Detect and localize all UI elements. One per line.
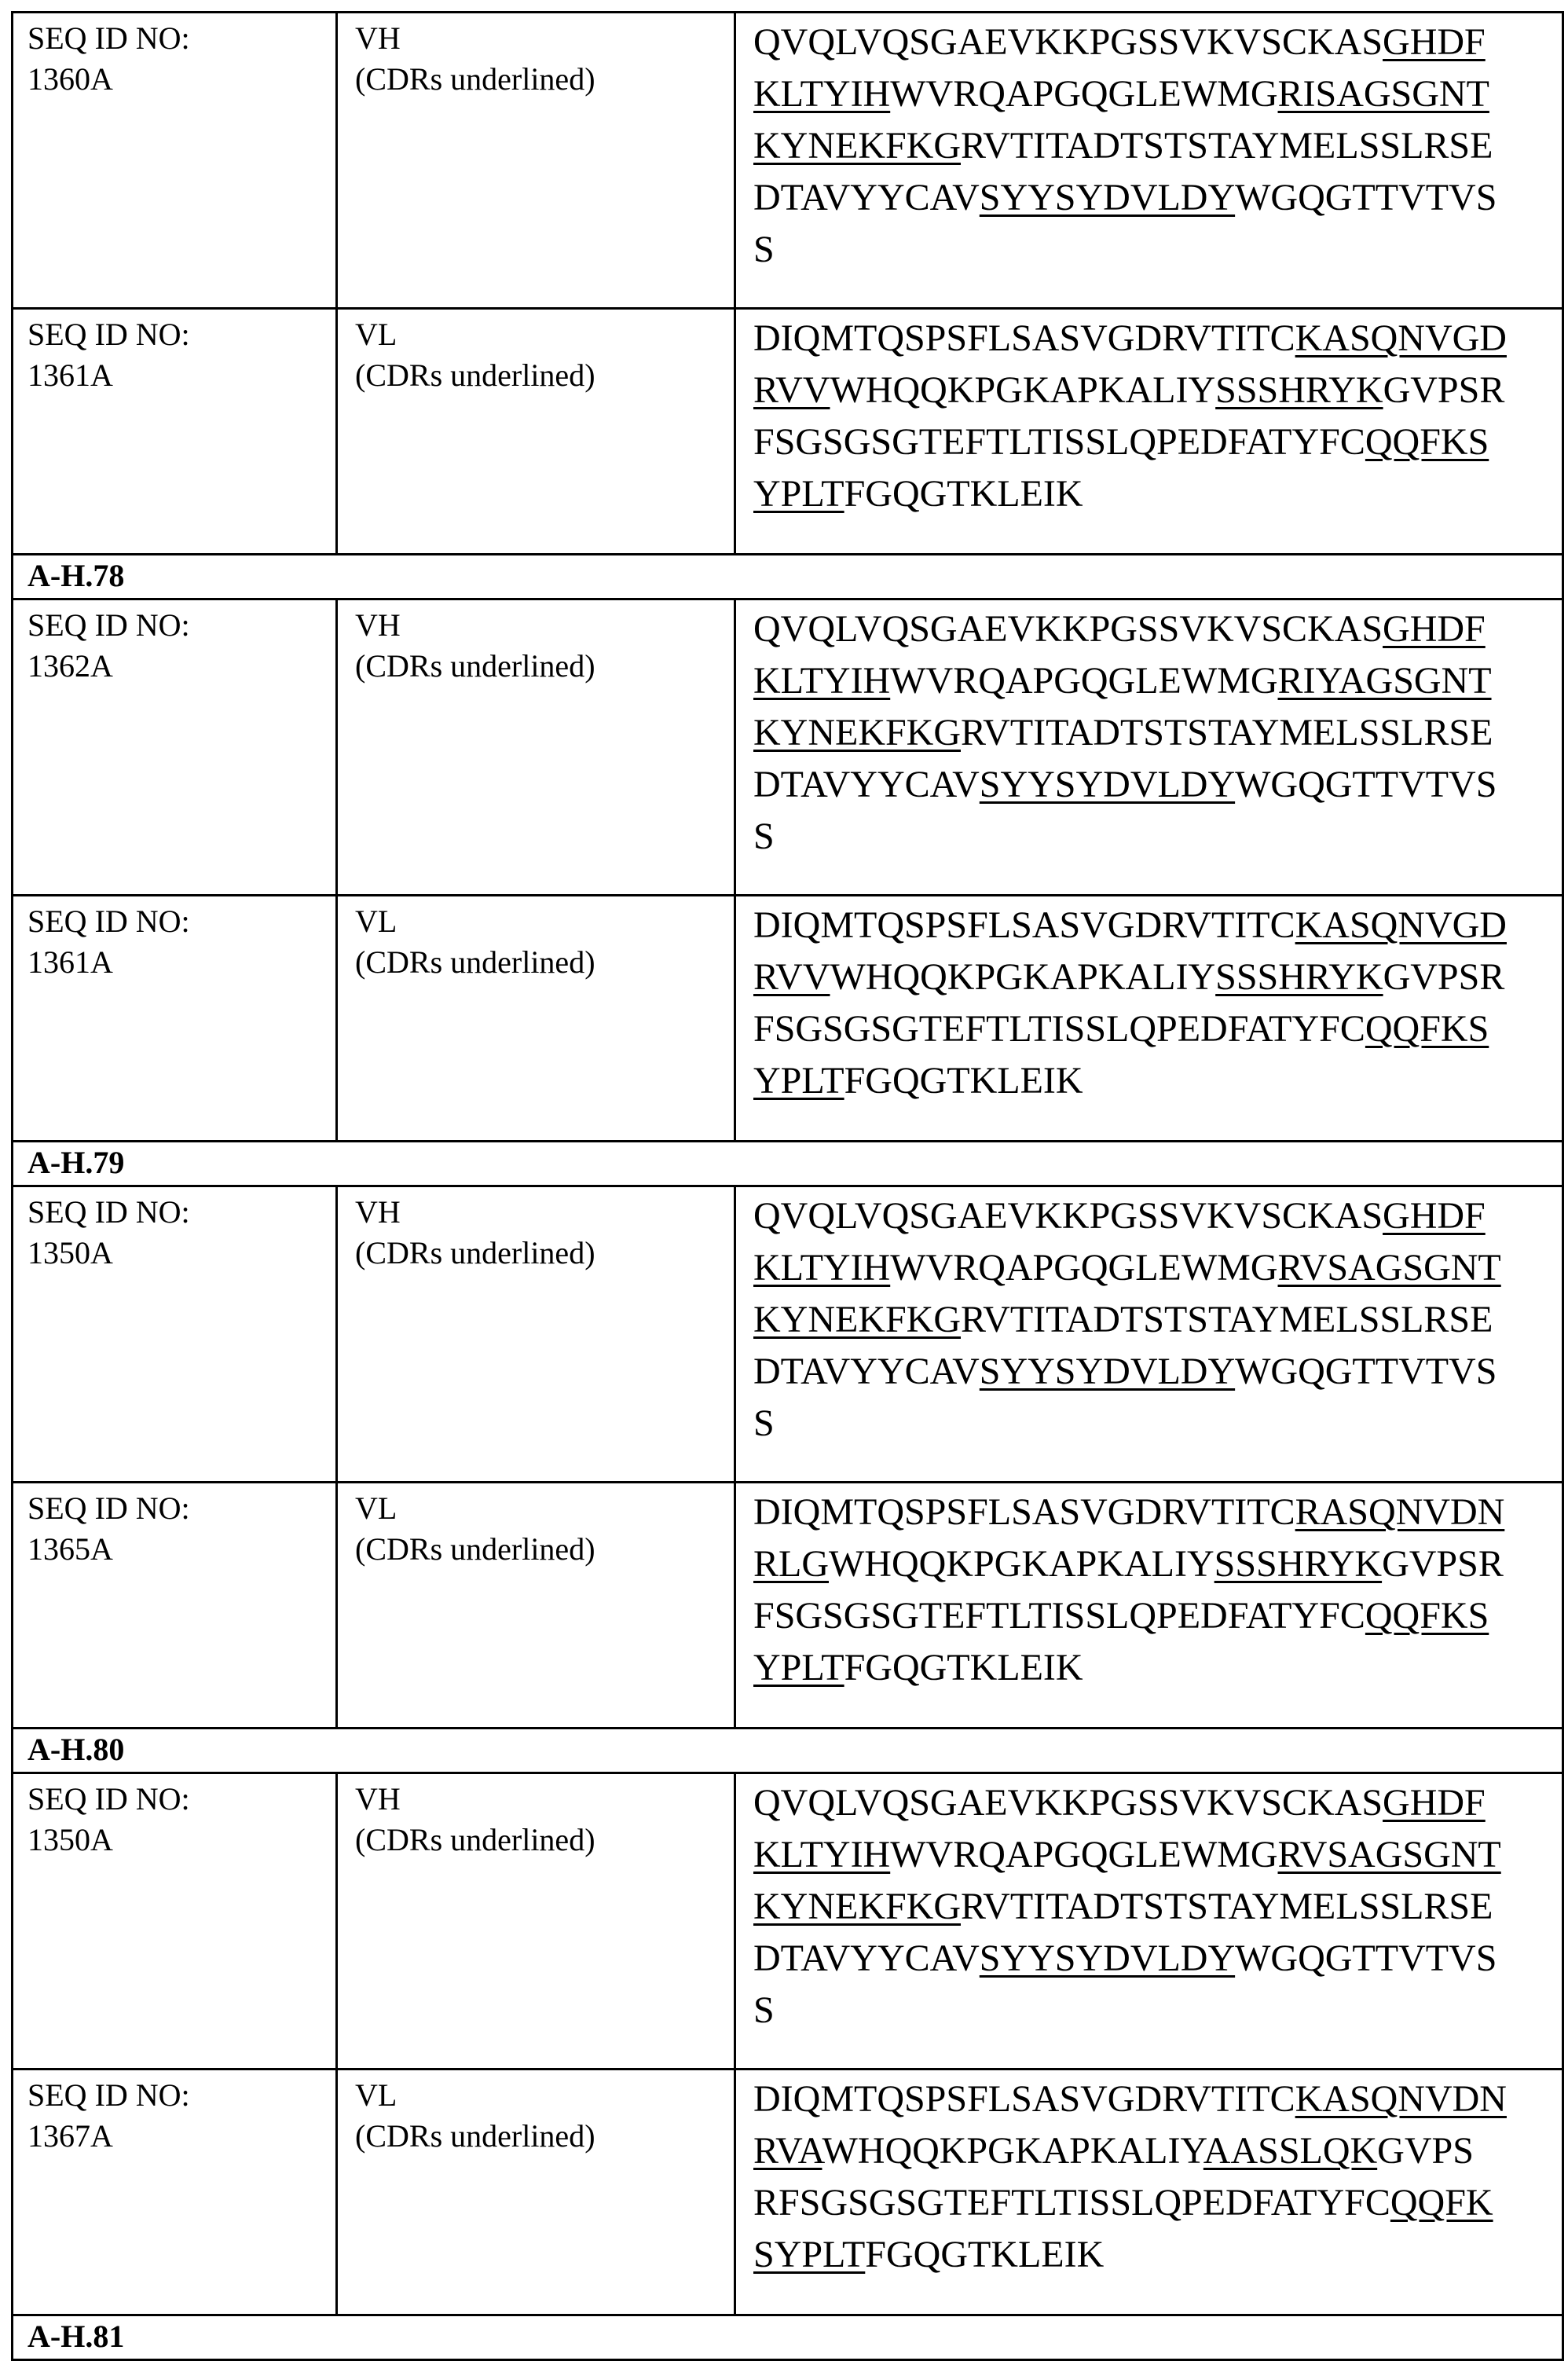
chain-type: VH: [355, 1779, 734, 1820]
cdr-segment: KYNEKFKG: [753, 1886, 961, 1927]
framework-segment: WVRQAPGQGLEWMG: [890, 660, 1277, 702]
sequence-line: [753, 1881, 1562, 1933]
cdr-segment: SYYSYDVLDY: [980, 1938, 1235, 1979]
chain-note: (CDRs underlined): [355, 59, 734, 100]
cdr-segment: SSSHRYK: [1214, 1543, 1382, 1585]
seq-id-label: SEQ ID NO:: [27, 1192, 335, 1233]
sequence-cell: [735, 13, 1563, 309]
cdr-segment: KLTYIH: [753, 73, 890, 115]
seq-id-cell: [13, 13, 337, 309]
cdr-segment: RVSAGSGNT: [1278, 1834, 1501, 1875]
sequence-line: [753, 811, 1562, 863]
sequence-line: [753, 1777, 1562, 1829]
framework-segment: FGQGTKLEIK: [844, 1060, 1083, 1102]
cdr-segment: RLG: [753, 1543, 829, 1585]
framework-segment: RVTITADTSTSTAYMELSSLRSE: [961, 125, 1493, 167]
seq-id-label: SEQ ID NO:: [27, 18, 335, 59]
framework-segment: FGQGTKLEIK: [865, 2234, 1104, 2275]
sequence-row: [13, 1773, 1563, 2070]
seq-id-label: SEQ ID NO:: [27, 1779, 335, 1820]
sequence-row: [13, 13, 1563, 309]
chain-cell: [337, 13, 735, 309]
framework-segment: WVRQAPGQGLEWMG: [890, 73, 1277, 115]
framework-segment: S: [753, 816, 775, 857]
framework-segment: GVPSR: [1382, 1543, 1504, 1585]
sequence-line: [753, 172, 1562, 224]
chain-note: (CDRs underlined): [355, 1820, 734, 1861]
cdr-segment: RVV: [753, 369, 830, 411]
cdr-segment: KASQNVDN: [1295, 2078, 1507, 2120]
seq-id-label: SEQ ID NO:: [27, 901, 335, 942]
seq-id-value: 1365A: [27, 1529, 335, 1570]
cdr-segment: QQFK: [1390, 2182, 1493, 2224]
cdr-segment: KYNEKFKG: [753, 125, 961, 167]
framework-segment: S: [753, 1402, 775, 1444]
framework-segment: QVQLVQSGAEVKKPGSSVKVSCKAS: [753, 608, 1383, 650]
framework-segment: QVQLVQSGAEVKKPGSSVKVSCKAS: [753, 1782, 1383, 1824]
cdr-segment: KLTYIH: [753, 1834, 890, 1875]
sequence-line: [753, 16, 1562, 68]
framework-segment: QVQLVQSGAEVKKPGSSVKVSCKAS: [753, 1195, 1383, 1237]
sequence-cell: [735, 1186, 1563, 1483]
cdr-segment: KASQNVGD: [1295, 904, 1507, 946]
sequence-line: [753, 120, 1562, 172]
framework-segment: DIQMTQSPSFLSASVGDRVTITC: [753, 1491, 1295, 1533]
cdr-segment: GHDF: [1383, 1195, 1486, 1237]
framework-segment: FSGSGSGTEFTLTISSLQPEDFATYFC: [753, 1008, 1365, 1050]
cdr-segment: KLTYIH: [753, 660, 890, 702]
framework-segment: WHQQKPGKAPKALIY: [830, 956, 1216, 998]
sequence-cell: [735, 1483, 1563, 1729]
chain-note: (CDRs underlined): [355, 1529, 734, 1570]
sequence-line: [753, 1346, 1562, 1398]
sequence-line: [753, 2177, 1562, 2229]
antibody-label: A-H.78: [13, 555, 1563, 599]
seq-id-label: SEQ ID NO:: [27, 2075, 335, 2116]
sequence-line: [753, 1538, 1562, 1590]
sequence-line: [753, 603, 1562, 655]
sequence-row: [13, 1186, 1563, 1483]
sequence-line: [753, 1590, 1562, 1642]
sequence-line: [753, 1487, 1562, 1538]
seq-id-cell: [13, 896, 337, 1142]
sequence-line: [753, 468, 1562, 520]
cdr-segment: RASQNVDN: [1295, 1491, 1505, 1533]
sequence-line: [753, 1985, 1562, 2037]
framework-segment: RFSGSGSGTEFTLTISSLQPEDFATYFC: [753, 2182, 1390, 2224]
antibody-label-row: [13, 1142, 1563, 1186]
sequence-cell: [735, 1773, 1563, 2070]
sequence-row: [13, 1483, 1563, 1729]
framework-segment: DTAVYYCAV: [753, 1351, 980, 1392]
chain-type: VL: [355, 2075, 734, 2116]
chain-type: VH: [355, 18, 734, 59]
chain-cell: [337, 599, 735, 896]
sequence-line: [753, 655, 1562, 707]
sequence-line: [753, 1003, 1562, 1055]
antibody-label: A-H.79: [13, 1142, 1563, 1186]
sequence-line: [753, 1190, 1562, 1242]
framework-segment: WHQQKPGKAPKALIY: [829, 1543, 1214, 1585]
cdr-segment: AASSLQK: [1203, 2130, 1377, 2172]
cdr-segment: SYYSYDVLDY: [980, 764, 1235, 805]
sequence-line: [753, 1242, 1562, 1294]
sequence-line: [753, 2229, 1562, 2281]
chain-type: VL: [355, 901, 734, 942]
sequence-line: [753, 1055, 1562, 1107]
cdr-segment: KYNEKFKG: [753, 712, 961, 753]
chain-note: (CDRs underlined): [355, 355, 734, 396]
sequence-row: [13, 2070, 1563, 2315]
framework-segment: DIQMTQSPSFLSASVGDRVTITC: [753, 317, 1295, 359]
sequence-line: [753, 1933, 1562, 1985]
sequence-line: [753, 707, 1562, 759]
framework-segment: RVTITADTSTSTAYMELSSLRSE: [961, 712, 1493, 753]
framework-segment: DIQMTQSPSFLSASVGDRVTITC: [753, 2078, 1295, 2120]
cdr-segment: RISAGSGNT: [1278, 73, 1489, 115]
sequence-line: [753, 365, 1562, 416]
cdr-segment: SYPLT: [753, 2234, 865, 2275]
sequence-line: [753, 951, 1562, 1003]
seq-id-value: 1360A: [27, 59, 335, 100]
chain-cell: [337, 1186, 735, 1483]
sequence-line: [753, 1642, 1562, 1694]
cdr-segment: SYYSYDVLDY: [980, 177, 1235, 218]
framework-segment: GVPSR: [1383, 369, 1505, 411]
framework-segment: S: [753, 229, 775, 270]
chain-note: (CDRs underlined): [355, 1233, 734, 1274]
cdr-segment: QQFKS: [1365, 1008, 1489, 1050]
framework-segment: FSGSGSGTEFTLTISSLQPEDFATYFC: [753, 1595, 1365, 1637]
chain-note: (CDRs underlined): [355, 2116, 734, 2157]
framework-segment: WVRQAPGQGLEWMG: [890, 1247, 1277, 1289]
framework-segment: WGQGTTVTVS: [1235, 1351, 1497, 1392]
sequence-line: [753, 313, 1562, 365]
seq-id-cell: [13, 309, 337, 555]
sequence-cell: [735, 2070, 1563, 2315]
cdr-segment: RVSAGSGNT: [1278, 1247, 1501, 1289]
framework-segment: WHQQKPGKAPKALIY: [830, 369, 1216, 411]
sequence-row: [13, 896, 1563, 1142]
cdr-segment: KLTYIH: [753, 1247, 890, 1289]
sequence-line: [753, 1398, 1562, 1450]
framework-segment: DIQMTQSPSFLSASVGDRVTITC: [753, 904, 1295, 946]
sequence-line: [753, 1829, 1562, 1881]
cdr-segment: SYYSYDVLDY: [980, 1351, 1235, 1392]
framework-segment: RVTITADTSTSTAYMELSSLRSE: [961, 1299, 1493, 1340]
sequence-line: [753, 900, 1562, 951]
framework-segment: WHQQKPGKAPKALIY: [822, 2130, 1203, 2172]
seq-id-cell: [13, 599, 337, 896]
seq-id-label: SEQ ID NO:: [27, 605, 335, 646]
framework-segment: DTAVYYCAV: [753, 177, 980, 218]
seq-id-value: 1350A: [27, 1820, 335, 1861]
framework-segment: DTAVYYCAV: [753, 1938, 980, 1979]
chain-type: VH: [355, 1192, 734, 1233]
framework-segment: WVRQAPGQGLEWMG: [890, 1834, 1277, 1875]
sequence-line: [753, 68, 1562, 120]
cdr-segment: GHDF: [1383, 1782, 1486, 1824]
cdr-segment: QQFKS: [1365, 421, 1489, 463]
sequence-line: [753, 416, 1562, 468]
seq-id-cell: [13, 1773, 337, 2070]
framework-segment: RVTITADTSTSTAYMELSSLRSE: [961, 1886, 1493, 1927]
seq-id-value: 1367A: [27, 2116, 335, 2157]
chain-type: VH: [355, 605, 734, 646]
sequence-cell: [735, 309, 1563, 555]
sequence-row: [13, 309, 1563, 555]
chain-note: (CDRs underlined): [355, 646, 734, 687]
seq-id-value: 1350A: [27, 1233, 335, 1274]
cdr-segment: YPLT: [753, 473, 844, 515]
framework-segment: DTAVYYCAV: [753, 764, 980, 805]
antibody-label-row: [13, 555, 1563, 599]
sequence-line: [753, 2073, 1562, 2125]
framework-segment: WGQGTTVTVS: [1235, 177, 1497, 218]
seq-id-label: SEQ ID NO:: [27, 314, 335, 355]
antibody-label: A-H.81: [13, 2315, 1563, 2360]
sequence-table-body: [13, 13, 1563, 2360]
seq-id-value: 1362A: [27, 646, 335, 687]
chain-type: VL: [355, 1488, 734, 1529]
cdr-segment: SSSHRYK: [1215, 369, 1383, 411]
framework-segment: GVPSR: [1383, 956, 1505, 998]
seq-id-cell: [13, 1483, 337, 1729]
framework-segment: WGQGTTVTVS: [1235, 764, 1497, 805]
antibody-label-row: [13, 1729, 1563, 1773]
chain-cell: [337, 309, 735, 555]
cdr-segment: SSSHRYK: [1215, 956, 1383, 998]
framework-segment: FSGSGSGTEFTLTISSLQPEDFATYFC: [753, 421, 1365, 463]
cdr-segment: GHDF: [1383, 608, 1486, 650]
seq-id-label: SEQ ID NO:: [27, 1488, 335, 1529]
sequence-line: [753, 2125, 1562, 2177]
cdr-segment: RVV: [753, 956, 830, 998]
seq-id-value: 1361A: [27, 942, 335, 983]
sequence-row: [13, 599, 1563, 896]
sequence-cell: [735, 599, 1563, 896]
framework-segment: FGQGTKLEIK: [844, 473, 1083, 515]
sequence-line: [753, 759, 1562, 811]
framework-segment: GVPS: [1377, 2130, 1474, 2172]
cdr-segment: KYNEKFKG: [753, 1299, 961, 1340]
sequence-line: [753, 224, 1562, 276]
chain-cell: [337, 1483, 735, 1729]
cdr-segment: YPLT: [753, 1060, 844, 1102]
sequence-cell: [735, 896, 1563, 1142]
framework-segment: WGQGTTVTVS: [1235, 1938, 1497, 1979]
chain-cell: [337, 1773, 735, 2070]
seq-id-value: 1361A: [27, 355, 335, 396]
chain-cell: [337, 896, 735, 1142]
cdr-segment: YPLT: [753, 1647, 844, 1688]
framework-segment: S: [753, 1989, 775, 2031]
chain-cell: [337, 2070, 735, 2315]
framework-segment: FGQGTKLEIK: [844, 1647, 1083, 1688]
chain-type: VL: [355, 314, 734, 355]
cdr-segment: RVA: [753, 2130, 822, 2172]
antibody-label: A-H.80: [13, 1729, 1563, 1773]
antibody-label-row: [13, 2315, 1563, 2360]
sequence-line: [753, 1294, 1562, 1346]
seq-id-cell: [13, 2070, 337, 2315]
cdr-segment: GHDF: [1383, 21, 1486, 63]
sequence-table: [11, 11, 1564, 2361]
chain-note: (CDRs underlined): [355, 942, 734, 983]
seq-id-cell: [13, 1186, 337, 1483]
cdr-segment: RIYAGSGNT: [1278, 660, 1492, 702]
framework-segment: QVQLVQSGAEVKKPGSSVKVSCKAS: [753, 21, 1383, 63]
cdr-segment: KASQNVGD: [1295, 317, 1507, 359]
cdr-segment: QQFKS: [1365, 1595, 1489, 1637]
